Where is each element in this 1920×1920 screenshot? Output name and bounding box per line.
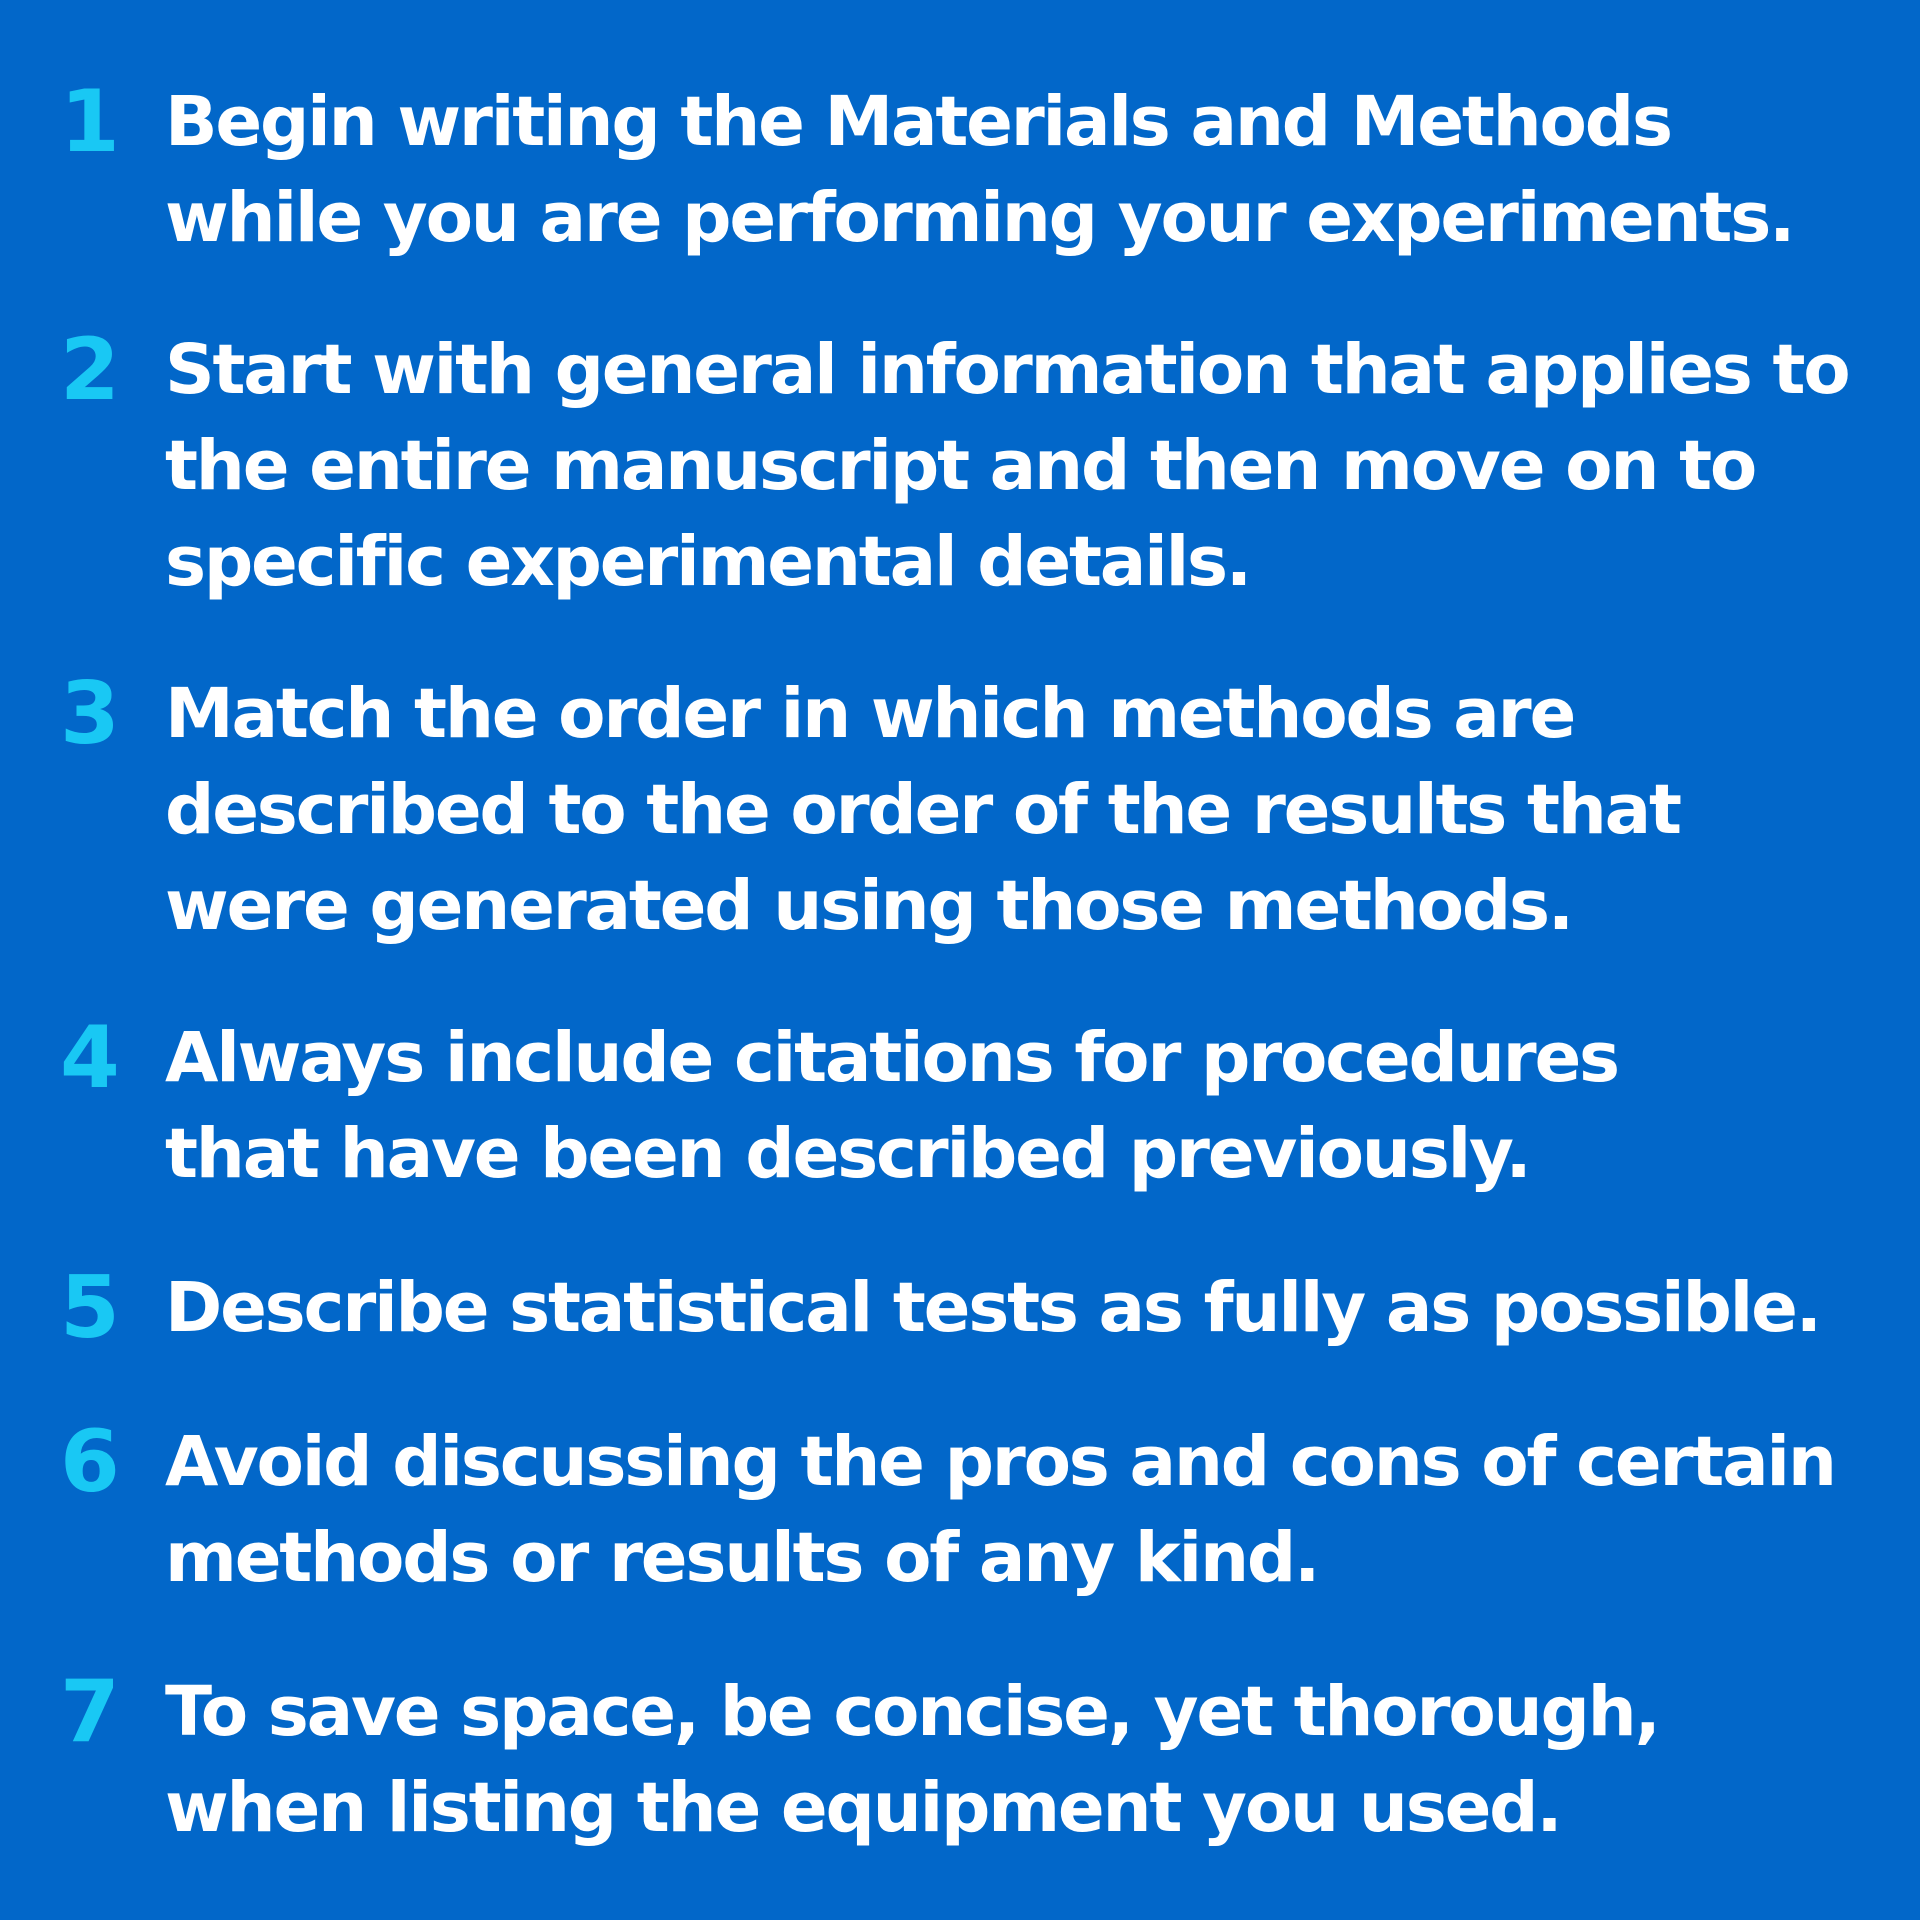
tip-number: 5: [60, 1258, 118, 1358]
tip-text-line: were generated using those methods.: [165, 866, 1572, 946]
tip-text-line: that have been described previously.: [165, 1114, 1530, 1194]
tip-text: [165, 1010, 1885, 1202]
tip-text: [165, 1260, 1885, 1356]
tip-text-line: when listing the equipment you used.: [165, 1768, 1561, 1848]
tip-text-line: specific experimental details.: [165, 522, 1250, 602]
tip-text: [165, 666, 1885, 954]
tip-number: 7: [60, 1662, 118, 1762]
tip-number: 4: [60, 1008, 118, 1108]
tip-text-line: while you are performing your experiments.: [165, 178, 1794, 258]
tip-text-line: the entire manuscript and then move on to: [165, 426, 1756, 506]
tip-text-line: Avoid discussing the pros and cons of certain: [165, 1422, 1835, 1502]
tip-number: 3: [60, 664, 118, 764]
tip-text: [165, 1664, 1885, 1856]
tip-text-line: Describe statistical tests as fully as possible.: [165, 1268, 1820, 1348]
tip-text-line: described to the order of the results that: [165, 770, 1680, 850]
tip-text-line: To save space, be concise, yet thorough,: [165, 1672, 1659, 1752]
tip-text-line: Begin writing the Materials and Methods: [165, 82, 1671, 162]
tip-text-line: Start with general information that applies to: [165, 330, 1849, 410]
tip-text-line: Always include citations for procedures: [165, 1018, 1618, 1098]
tip-text: [165, 74, 1885, 266]
tip-number: 2: [60, 320, 118, 420]
tip-number: 6: [60, 1412, 118, 1512]
tip-text: [165, 1414, 1885, 1606]
tip-text-line: methods or results of any kind.: [165, 1518, 1319, 1598]
tip-text: [165, 322, 1885, 610]
tip-number: 1: [60, 72, 118, 172]
tip-text-line: Match the order in which methods are: [165, 674, 1575, 754]
